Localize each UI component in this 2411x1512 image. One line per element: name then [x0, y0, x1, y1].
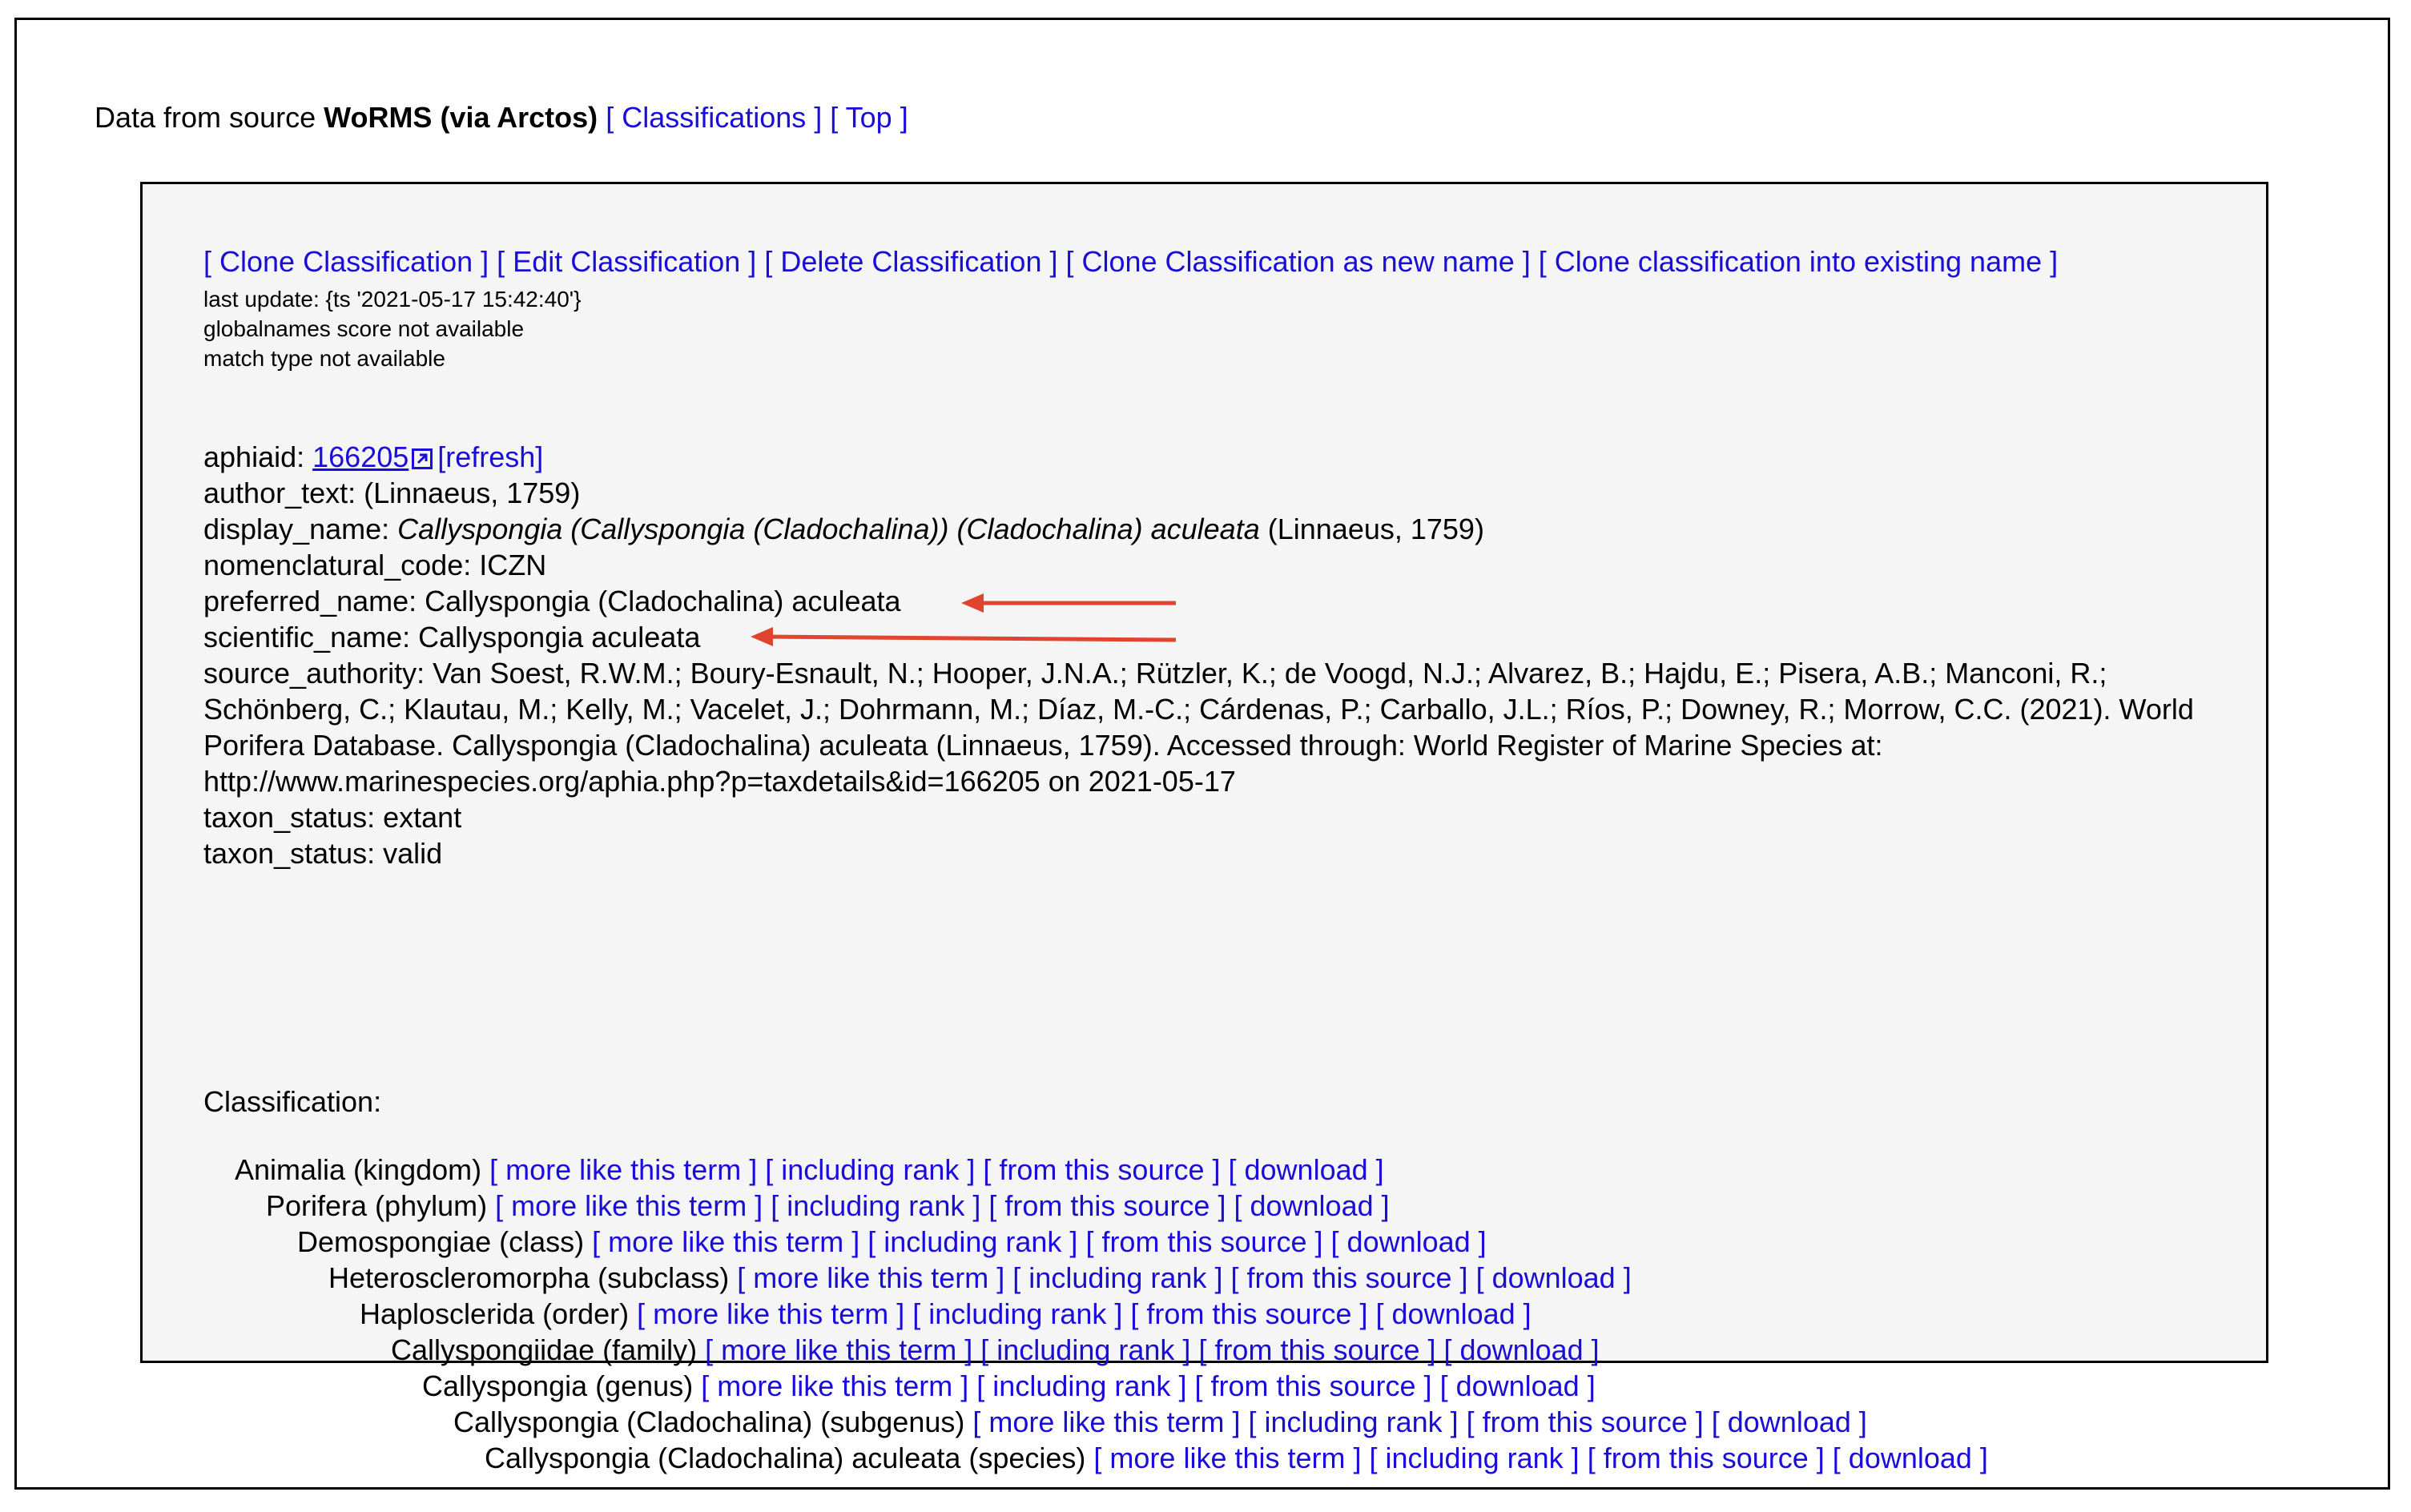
more-like-this-term-link[interactable]: [ more like this term ]: [1093, 1442, 1362, 1474]
more-like-this-term-link[interactable]: [ more like this term ]: [592, 1225, 860, 1258]
taxon-row-subgenus: [453, 1404, 1867, 1440]
including-rank-link[interactable]: [ including rank ]: [912, 1297, 1123, 1330]
taxon-name: Haplosclerida (order): [360, 1297, 630, 1330]
from-this-source-link[interactable]: [ from this source ]: [1587, 1442, 1825, 1474]
including-rank-link[interactable]: [ including rank ]: [980, 1333, 1191, 1366]
taxon-row-subclass: [328, 1260, 1632, 1296]
source-name: WoRMS (via Arctos): [324, 101, 598, 134]
more-like-this-term-link[interactable]: [ more like this term ]: [495, 1189, 763, 1222]
classification-title: Classification:: [203, 1085, 382, 1118]
download-link[interactable]: [ download ]: [1439, 1369, 1596, 1402]
download-link[interactable]: [ download ]: [1234, 1189, 1390, 1222]
taxon-name: Porifera (phylum): [266, 1189, 488, 1222]
taxon-row-kingdom: [235, 1152, 1384, 1188]
from-this-source-link[interactable]: [ from this source ]: [988, 1189, 1226, 1222]
taxon-name: Heteroscleromorpha (subclass): [328, 1261, 730, 1294]
author-text-row: author_text: (Linnaeus, 1759): [203, 477, 581, 509]
taxon-name: Callyspongiidae (family): [391, 1333, 698, 1366]
including-rank-link[interactable]: [ including rank ]: [771, 1189, 981, 1222]
preferred-name-row: preferred_name: Callyspongia (Cladochalina) aculeata: [203, 585, 901, 617]
display-name-italic: Callyspongia (Callyspongia (Cladochalina)) (Cladochalina) aculeata: [397, 513, 1260, 545]
download-link[interactable]: [ download ]: [1443, 1333, 1600, 1366]
meta-info: [203, 284, 582, 373]
including-rank-link[interactable]: [ including rank ]: [1248, 1405, 1459, 1438]
taxon-row-species: [485, 1440, 1988, 1476]
taxon-row-phylum: [266, 1188, 1390, 1224]
from-this-source-link[interactable]: [ from this source ]: [1466, 1405, 1704, 1438]
action-links: [203, 244, 2058, 279]
from-this-source-link[interactable]: [ from this source ]: [983, 1153, 1221, 1186]
taxon-name: Animalia (kingdom): [235, 1153, 482, 1186]
source-authority-row: source_authority: Van Soest, R.W.M.; Boury-Esnault, N.; Hooper, J.N.A.; Rützler, K.; de Voogd, N.J.; Alvarez, B.; Hajdu, E.; Pisera, A.B.; Manconi, R.; Schönberg, C.; Klautau, M.; Kelly, M.; Vacelet, J.; Dohrmann, M.; Díaz, M.-C.; Cárdenas, P.; Carballo, J.L.; Ríos, P.; Downey, R.; Morrow, C.C. (2021). World Porifera Database. Callyspongia (Cladochalina) aculeata (Linnaeus, 1759). Accessed through: World Register of Marine Species at: http://www.marinespecies.org/aphia.php?p=taxdetails&id=166205 on 2021-05-17: [203, 657, 2194, 798]
external-link-icon[interactable]: [412, 448, 433, 469]
taxon-name: Callyspongia (genus): [422, 1369, 694, 1402]
taxon-fields: [203, 439, 2222, 871]
aphiaid-link[interactable]: 166205: [312, 440, 409, 473]
aphiaid-label: aphiaid:: [203, 440, 305, 473]
download-link[interactable]: [ download ]: [1711, 1405, 1867, 1438]
download-link[interactable]: [ download ]: [1228, 1153, 1384, 1186]
taxon-row-class: [297, 1224, 1487, 1260]
from-this-source-link[interactable]: [ from this source ]: [1194, 1369, 1432, 1402]
including-rank-link[interactable]: [ including rank ]: [765, 1153, 976, 1186]
display-name-row: [203, 511, 2222, 547]
more-like-this-term-link[interactable]: [ more like this term ]: [637, 1297, 905, 1330]
globalnames-score: globalnames score not available: [203, 316, 525, 341]
aphiaid-row: [203, 439, 2222, 475]
taxon-row-family: [391, 1332, 1600, 1368]
taxon-name: Demospongiae (class): [297, 1225, 585, 1258]
red-arrow-icon: [961, 591, 1177, 615]
more-like-this-term-link[interactable]: [ more like this term ]: [737, 1261, 1005, 1294]
refresh-link[interactable]: [refresh]: [437, 440, 544, 473]
clone-into-existing-name-link[interactable]: [ Clone classification into existing name ]: [1538, 245, 2059, 278]
clone-classification-link[interactable]: [ Clone Classification ]: [203, 245, 489, 278]
including-rank-link[interactable]: [ including rank ]: [1369, 1442, 1580, 1474]
scientific-name-row: scientific_name: Callyspongia aculeata: [203, 621, 701, 653]
download-link[interactable]: [ download ]: [1375, 1297, 1532, 1330]
more-like-this-term-link[interactable]: [ more like this term ]: [705, 1333, 973, 1366]
top-link[interactable]: [ Top ]: [830, 101, 908, 134]
download-link[interactable]: [ download ]: [1475, 1261, 1632, 1294]
including-rank-link[interactable]: [ including rank ]: [867, 1225, 1078, 1258]
more-like-this-term-link[interactable]: [ more like this term ]: [972, 1405, 1241, 1438]
taxon-row-genus: [422, 1368, 1596, 1404]
taxon-status-extant-row: taxon_status: extant: [203, 801, 462, 834]
taxon-name: Callyspongia (Cladochalina) (subgenus): [453, 1405, 965, 1438]
source-prefix: Data from source: [95, 101, 316, 134]
download-link[interactable]: [ download ]: [1330, 1225, 1487, 1258]
classification-panel: [140, 182, 2268, 1474]
match-type: match type not available: [203, 346, 445, 371]
taxon-row-order: [360, 1296, 1532, 1332]
clone-as-new-name-link[interactable]: [ Clone Classification as new name ]: [1065, 245, 1531, 278]
more-like-this-term-link[interactable]: [ more like this term ]: [701, 1369, 969, 1402]
taxon-name: Callyspongia (Cladochalina) aculeata (species): [485, 1442, 1086, 1474]
source-header: [95, 100, 908, 135]
display-name-author: (Linnaeus, 1759): [1267, 513, 1484, 545]
including-rank-link[interactable]: [ including rank ]: [976, 1369, 1187, 1402]
more-like-this-term-link[interactable]: [ more like this term ]: [489, 1153, 758, 1186]
download-link[interactable]: [ download ]: [1832, 1442, 1988, 1474]
nomenclatural-code-row: nomenclatural_code: ICZN: [203, 549, 547, 581]
edit-classification-link[interactable]: [ Edit Classification ]: [497, 245, 757, 278]
display-name-label: display_name:: [203, 513, 390, 545]
last-update: last update: {ts '2021-05-17 15:42:40'}: [203, 287, 582, 312]
taxon-status-valid-row: taxon_status: valid: [203, 837, 443, 870]
red-arrow-icon: [751, 625, 1177, 652]
from-this-source-link[interactable]: [ from this source ]: [1198, 1333, 1436, 1366]
from-this-source-link[interactable]: [ from this source ]: [1130, 1297, 1368, 1330]
from-this-source-link[interactable]: [ from this source ]: [1085, 1225, 1323, 1258]
classifications-link[interactable]: [ Classifications ]: [606, 101, 823, 134]
including-rank-link[interactable]: [ including rank ]: [1012, 1261, 1223, 1294]
from-this-source-link[interactable]: [ from this source ]: [1230, 1261, 1468, 1294]
delete-classification-link[interactable]: [ Delete Classification ]: [764, 245, 1058, 278]
